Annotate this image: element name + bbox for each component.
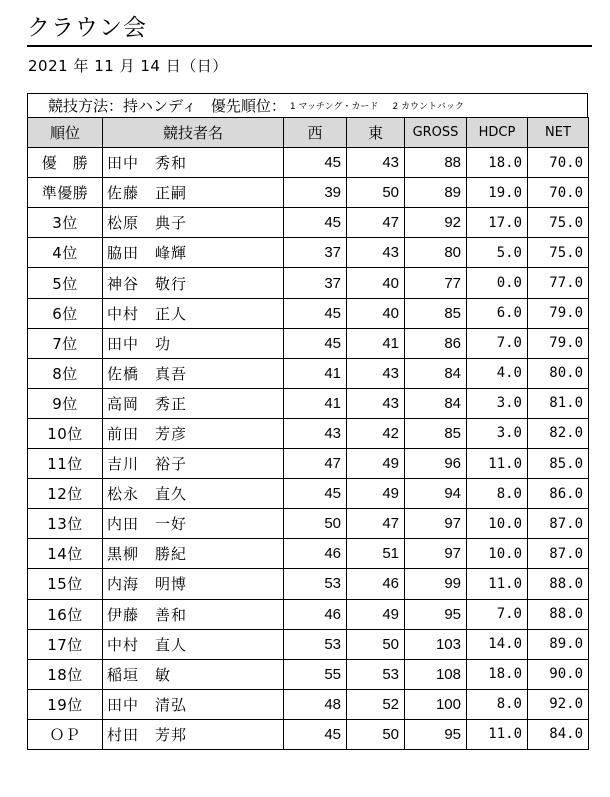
name-cell: 内海 明博: [103, 569, 284, 599]
table-row: [28, 238, 589, 268]
west-score-cell: 45: [284, 208, 347, 238]
table-row: [28, 148, 589, 178]
net-cell: 75.0: [528, 208, 589, 238]
east-score-cell: 52: [347, 689, 405, 719]
rank-cell: 6位: [28, 298, 103, 328]
name-cell: 神谷 敬行: [103, 268, 284, 298]
hdcp-cell: 11.0: [467, 569, 528, 599]
hdcp-cell: 7.0: [467, 599, 528, 629]
rank-cell: 16位: [28, 599, 103, 629]
west-score-cell: 45: [284, 148, 347, 178]
table-row: [28, 719, 589, 749]
gross-cell: 86: [405, 328, 467, 358]
name-cell: 内田 一好: [103, 509, 284, 539]
gross-cell: 84: [405, 388, 467, 418]
net-cell: 70.0: [528, 148, 589, 178]
col-east: 東: [347, 118, 405, 148]
hdcp-cell: 17.0: [467, 208, 528, 238]
hdcp-cell: 6.0: [467, 298, 528, 328]
west-score-cell: 45: [284, 479, 347, 509]
table-row: [28, 689, 589, 719]
competition-method-box: [27, 93, 588, 117]
table-row: [28, 539, 589, 569]
net-cell: 87.0: [528, 539, 589, 569]
table-header-row: [28, 118, 589, 148]
east-score-cell: 50: [347, 719, 405, 749]
rank-cell: 11位: [28, 449, 103, 479]
gross-cell: 85: [405, 298, 467, 328]
hdcp-cell: 7.0: [467, 328, 528, 358]
rank-cell: 10位: [28, 418, 103, 448]
west-score-cell: 48: [284, 689, 347, 719]
west-score-cell: 41: [284, 388, 347, 418]
east-score-cell: 51: [347, 539, 405, 569]
net-cell: 75.0: [528, 238, 589, 268]
net-cell: 86.0: [528, 479, 589, 509]
east-score-cell: 50: [347, 629, 405, 659]
table-row: [28, 479, 589, 509]
name-cell: 田中 秀和: [103, 148, 284, 178]
hdcp-cell: 3.0: [467, 418, 528, 448]
gross-cell: 100: [405, 689, 467, 719]
east-score-cell: 43: [347, 358, 405, 388]
net-cell: 82.0: [528, 418, 589, 448]
rank-cell: ＯＰ: [28, 719, 103, 749]
rank-cell: 14位: [28, 539, 103, 569]
name-cell: 高岡 秀正: [103, 388, 284, 418]
col-hdcp: HDCP: [467, 118, 528, 148]
hdcp-cell: 8.0: [467, 689, 528, 719]
net-cell: 87.0: [528, 509, 589, 539]
net-cell: 80.0: [528, 358, 589, 388]
net-cell: 85.0: [528, 449, 589, 479]
net-cell: 89.0: [528, 629, 589, 659]
west-score-cell: 37: [284, 268, 347, 298]
gross-cell: 89: [405, 178, 467, 208]
gross-cell: 85: [405, 418, 467, 448]
east-score-cell: 43: [347, 238, 405, 268]
gross-cell: 94: [405, 479, 467, 509]
west-score-cell: 55: [284, 659, 347, 689]
hdcp-cell: 11.0: [467, 449, 528, 479]
east-score-cell: 41: [347, 328, 405, 358]
east-score-cell: 50: [347, 178, 405, 208]
priority-2: 2 カウントバック: [392, 102, 464, 112]
name-cell: 松原 典子: [103, 208, 284, 238]
east-score-cell: 42: [347, 418, 405, 448]
gross-cell: 95: [405, 599, 467, 629]
west-score-cell: 39: [284, 178, 347, 208]
gross-cell: 99: [405, 569, 467, 599]
east-score-cell: 49: [347, 479, 405, 509]
west-score-cell: 50: [284, 509, 347, 539]
west-score-cell: 45: [284, 719, 347, 749]
table-row: [28, 569, 589, 599]
name-cell: 黒柳 勝紀: [103, 539, 284, 569]
net-cell: 79.0: [528, 298, 589, 328]
net-cell: 84.0: [528, 719, 589, 749]
east-score-cell: 43: [347, 148, 405, 178]
gross-cell: 84: [405, 358, 467, 388]
name-cell: 稲垣 敏: [103, 659, 284, 689]
west-score-cell: 43: [284, 418, 347, 448]
net-cell: 88.0: [528, 569, 589, 599]
col-net: NET: [528, 118, 589, 148]
table-row: [28, 358, 589, 388]
gross-cell: 80: [405, 238, 467, 268]
net-cell: 81.0: [528, 388, 589, 418]
table-row: [28, 388, 589, 418]
rank-cell: 7位: [28, 328, 103, 358]
west-score-cell: 46: [284, 539, 347, 569]
hdcp-cell: 5.0: [467, 238, 528, 268]
table-row: [28, 629, 589, 659]
col-rank: 順位: [28, 118, 103, 148]
name-cell: 脇田 峰輝: [103, 238, 284, 268]
results-table: [27, 117, 589, 750]
gross-cell: 97: [405, 509, 467, 539]
table-row: [28, 418, 589, 448]
hdcp-cell: 10.0: [467, 509, 528, 539]
east-score-cell: 43: [347, 388, 405, 418]
hdcp-cell: 0.0: [467, 268, 528, 298]
rank-cell: 8位: [28, 358, 103, 388]
gross-cell: 103: [405, 629, 467, 659]
method-label: 競技方法：持ハンディ: [48, 97, 197, 115]
net-cell: 77.0: [528, 268, 589, 298]
table-row: [28, 328, 589, 358]
hdcp-cell: 3.0: [467, 388, 528, 418]
rank-cell: 準優勝: [28, 178, 103, 208]
rank-cell: 12位: [28, 479, 103, 509]
net-cell: 70.0: [528, 178, 589, 208]
name-cell: 前田 芳彦: [103, 418, 284, 448]
name-cell: 田中 清弘: [103, 689, 284, 719]
rank-cell: 優 勝: [28, 148, 103, 178]
gross-cell: 77: [405, 268, 467, 298]
west-score-cell: 47: [284, 449, 347, 479]
hdcp-cell: 8.0: [467, 479, 528, 509]
east-score-cell: 40: [347, 298, 405, 328]
table-row: [28, 178, 589, 208]
table-row: [28, 659, 589, 689]
rank-cell: 13位: [28, 509, 103, 539]
event-date: 2021 年 11 月 14 日（日）: [28, 57, 228, 75]
name-cell: 中村 正人: [103, 298, 284, 328]
east-score-cell: 49: [347, 599, 405, 629]
table-row: [28, 208, 589, 238]
gross-cell: 97: [405, 539, 467, 569]
gross-cell: 96: [405, 449, 467, 479]
priority-label: 優先順位：: [210, 97, 286, 115]
table-row: [28, 509, 589, 539]
table-row: [28, 298, 589, 328]
rank-cell: 9位: [28, 388, 103, 418]
west-score-cell: 45: [284, 298, 347, 328]
rank-cell: 17位: [28, 629, 103, 659]
table-row: [28, 449, 589, 479]
net-cell: 79.0: [528, 328, 589, 358]
west-score-cell: 53: [284, 569, 347, 599]
hdcp-cell: 4.0: [467, 358, 528, 388]
name-cell: 佐橋 真吾: [103, 358, 284, 388]
table-row: [28, 599, 589, 629]
name-cell: 吉川 裕子: [103, 449, 284, 479]
gross-cell: 95: [405, 719, 467, 749]
priority-1: 1 マッチング・カード: [289, 102, 379, 112]
west-score-cell: 46: [284, 599, 347, 629]
hdcp-cell: 10.0: [467, 539, 528, 569]
west-score-cell: 41: [284, 358, 347, 388]
rank-cell: 15位: [28, 569, 103, 599]
west-score-cell: 37: [284, 238, 347, 268]
page-title: クラウン会: [27, 14, 592, 47]
gross-cell: 88: [405, 148, 467, 178]
west-score-cell: 53: [284, 629, 347, 659]
name-cell: 伊藤 善和: [103, 599, 284, 629]
net-cell: 88.0: [528, 599, 589, 629]
name-cell: 佐藤 正嗣: [103, 178, 284, 208]
east-score-cell: 46: [347, 569, 405, 599]
net-cell: 92.0: [528, 689, 589, 719]
west-score-cell: 45: [284, 328, 347, 358]
name-cell: 松永 直久: [103, 479, 284, 509]
rank-cell: 3位: [28, 208, 103, 238]
east-score-cell: 53: [347, 659, 405, 689]
name-cell: 田中 功: [103, 328, 284, 358]
hdcp-cell: 18.0: [467, 659, 528, 689]
rank-cell: 5位: [28, 268, 103, 298]
hdcp-cell: 18.0: [467, 148, 528, 178]
col-gross: GROSS: [405, 118, 467, 148]
col-west: 西: [284, 118, 347, 148]
table-row: [28, 268, 589, 298]
east-score-cell: 47: [347, 208, 405, 238]
gross-cell: 108: [405, 659, 467, 689]
rank-cell: 18位: [28, 659, 103, 689]
net-cell: 90.0: [528, 659, 589, 689]
col-name: 競技者名: [103, 118, 284, 148]
hdcp-cell: 11.0: [467, 719, 528, 749]
hdcp-cell: 14.0: [467, 629, 528, 659]
east-score-cell: 40: [347, 268, 405, 298]
rank-cell: 19位: [28, 689, 103, 719]
hdcp-cell: 19.0: [467, 178, 528, 208]
name-cell: 村田 芳邦: [103, 719, 284, 749]
rank-cell: 4位: [28, 238, 103, 268]
name-cell: 中村 直人: [103, 629, 284, 659]
gross-cell: 92: [405, 208, 467, 238]
east-score-cell: 47: [347, 509, 405, 539]
east-score-cell: 49: [347, 449, 405, 479]
